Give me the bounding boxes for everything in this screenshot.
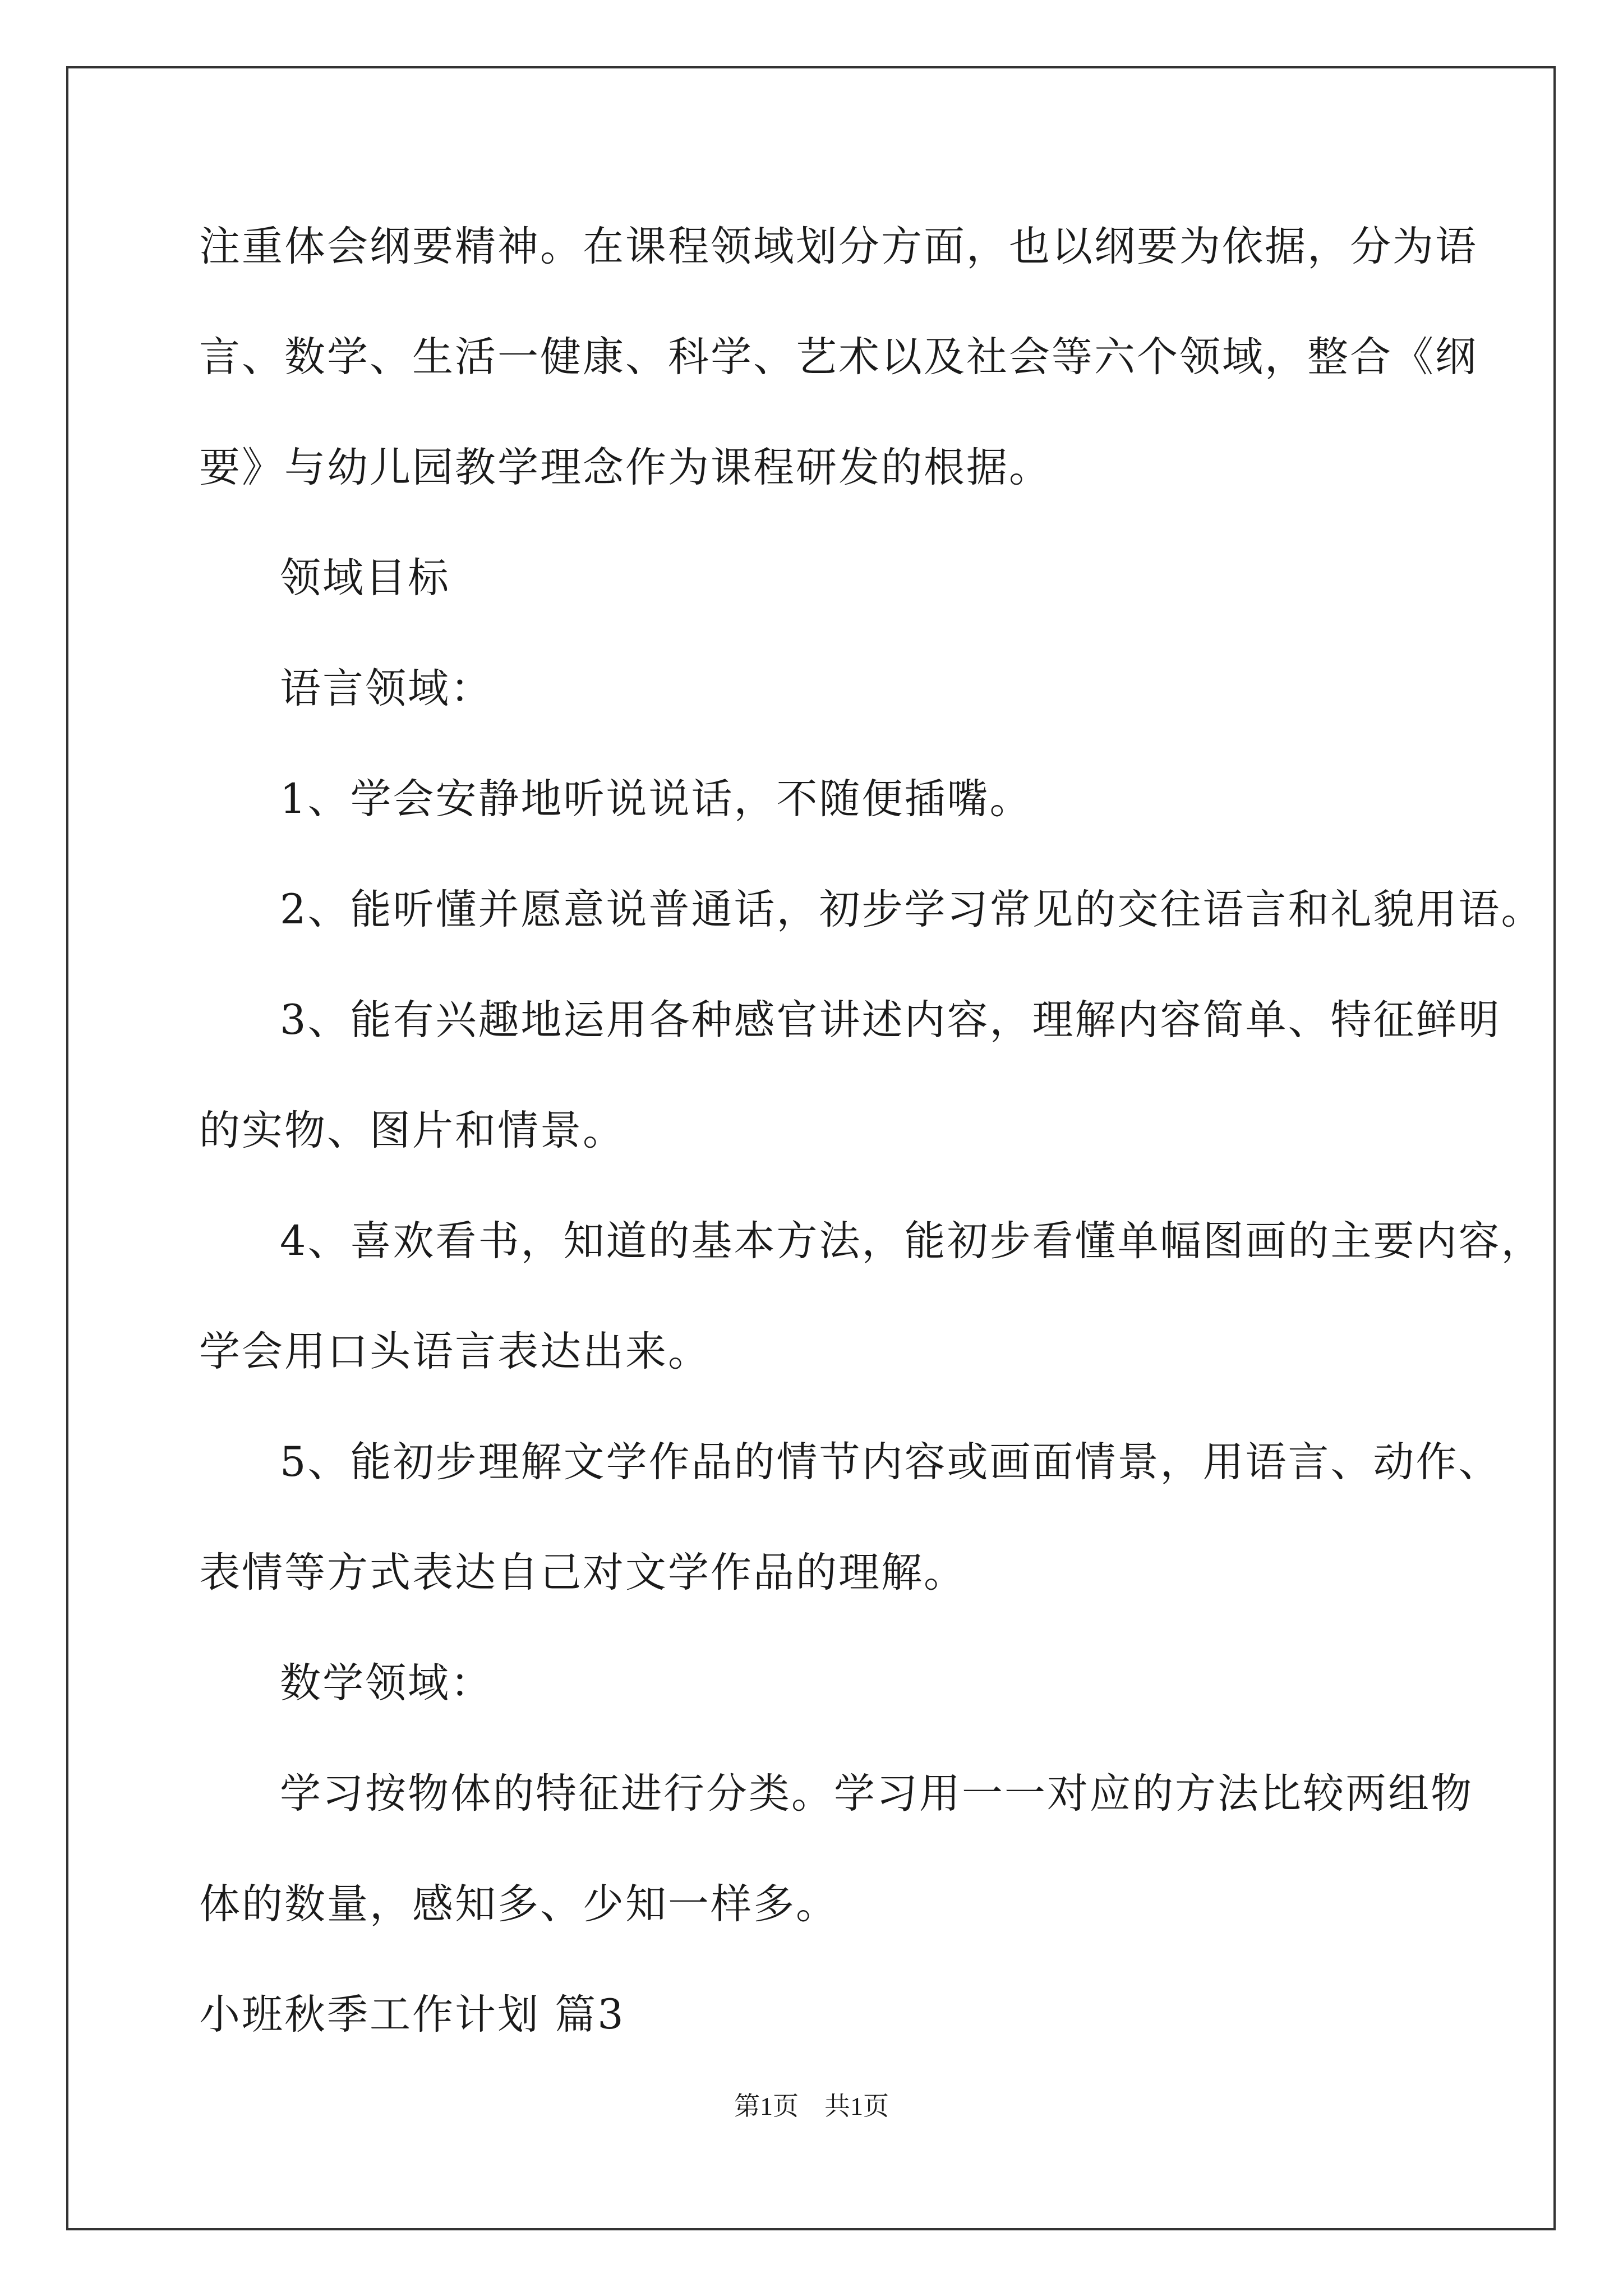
list-item: 4、喜欢看书，知道的基本方法，能初步看懂单幅图画的主要内容，: [280, 1217, 1544, 1265]
paragraph-line: 学习按物体的特征进行分类。学习用一一对应的方法比较两组物: [280, 1770, 1473, 1818]
subsection-heading: 数学领域：: [280, 1659, 493, 1707]
list-item: 1、学会安静地听说说话，不随便插嘴。: [280, 775, 1032, 823]
section-title: 小班秋季工作计划 篇3: [199, 1991, 625, 2039]
list-item-continuation: 的实物、图片和情景。: [199, 1107, 625, 1154]
paragraph-line: 体的数量，感知多、少知一样多。: [199, 1880, 838, 1928]
subsection-heading: 语言领域：: [280, 665, 493, 712]
page-number: 第1页 共1页: [734, 2092, 889, 2120]
paragraph-line: 注重体会纲要精神。在课程领域划分方面，也以纲要为依据，分为语: [199, 223, 1478, 270]
list-item: 5、能初步理解文学作品的情节内容或画面情景，用语言、动作、: [280, 1438, 1501, 1486]
list-item-continuation: 学会用口头语言表达出来。: [199, 1328, 711, 1375]
list-item: 3、能有兴趣地运用各种感官讲述内容，理解内容简单、特征鲜明: [280, 996, 1501, 1044]
paragraph-line: 要》与幼儿园教学理念作为课程研发的根据。: [199, 444, 1052, 491]
list-item-continuation: 表情等方式表达自己对文学作品的理解。: [199, 1549, 966, 1596]
list-item: 2、能听懂并愿意说普通话，初步学习常见的交往语言和礼貌用语。: [280, 886, 1544, 933]
section-heading: 领域目标: [280, 554, 450, 602]
paragraph-line: 言、数学、生活一健康、科学、艺术以及社会等六个领域，整合《纲: [199, 333, 1478, 381]
